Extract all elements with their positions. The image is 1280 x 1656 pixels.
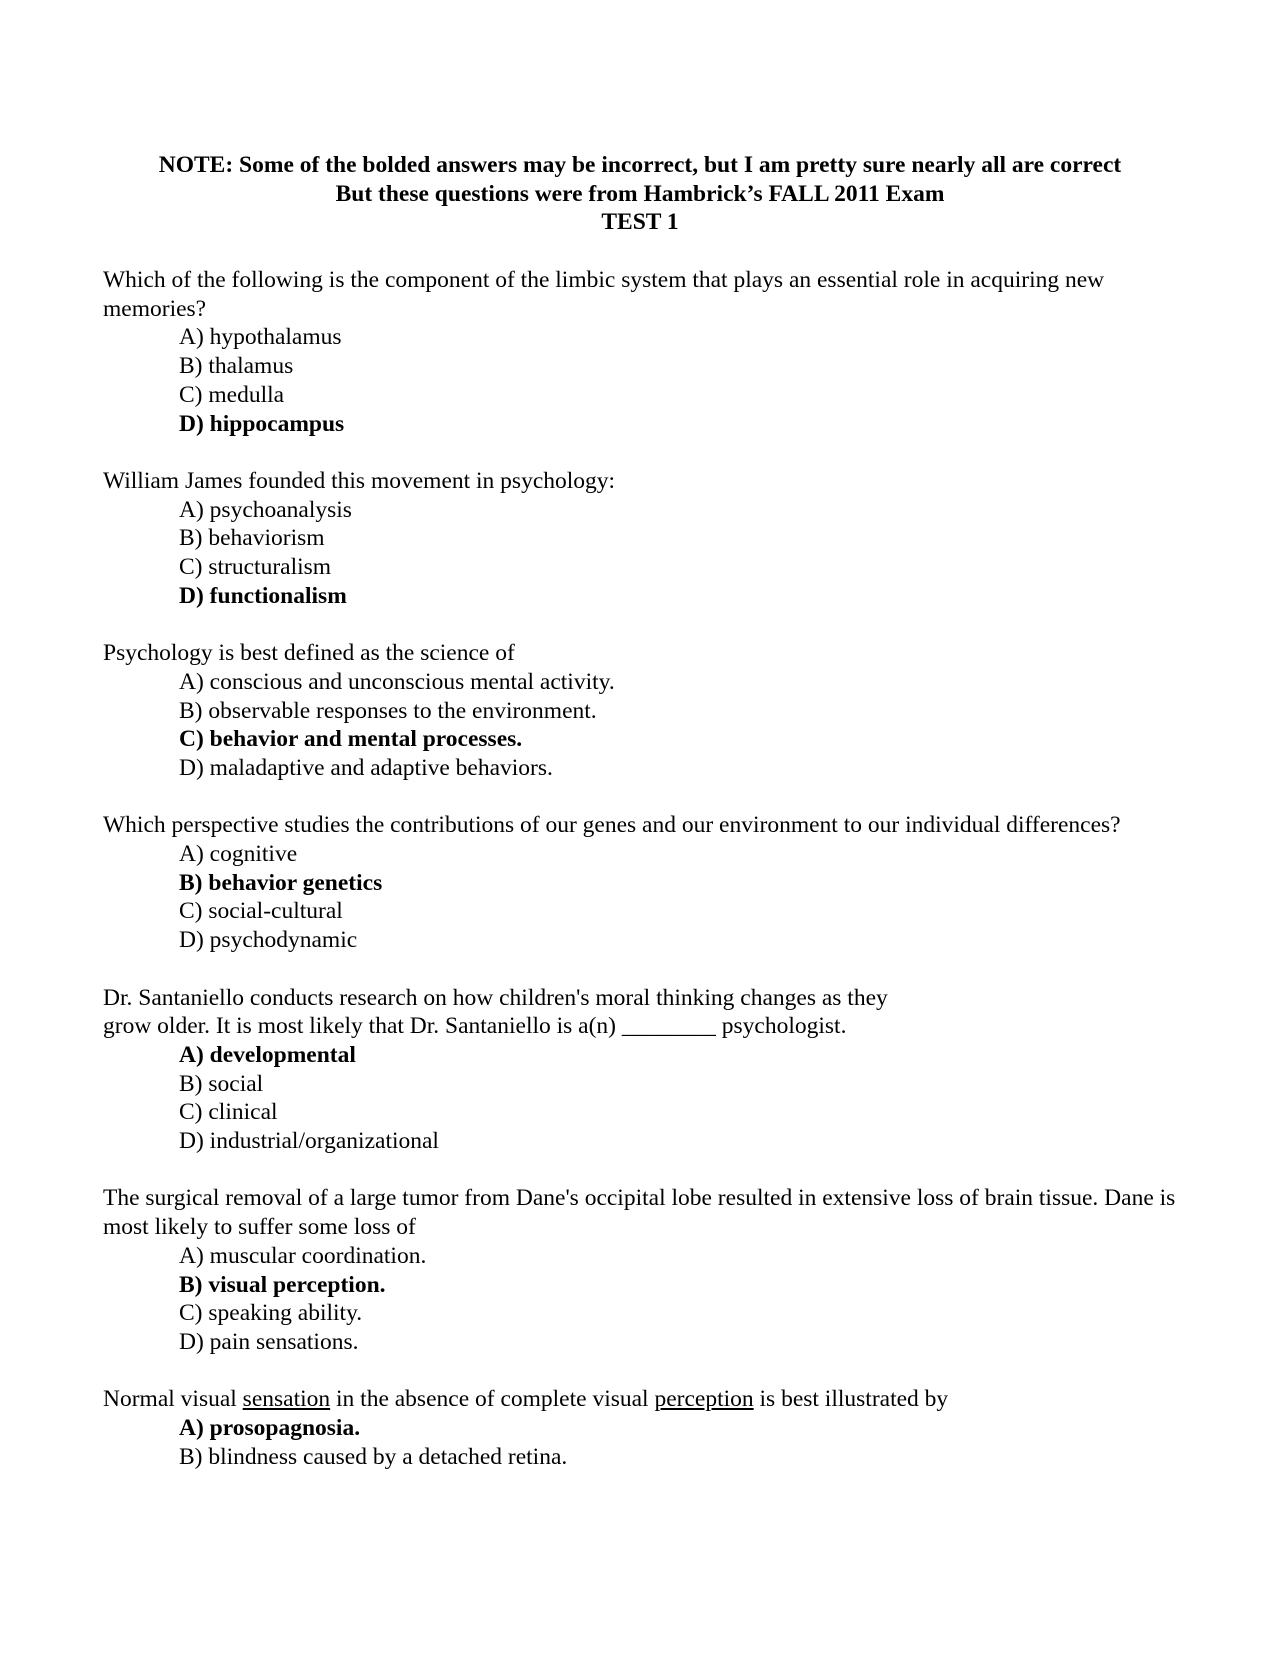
answer-option: D) psychodynamic <box>179 927 358 954</box>
question-stem <box>103 1385 1193 1414</box>
answer-option: B) thalamus <box>179 353 294 380</box>
header-exam-source: But these questions were from Hambrick’s FALL 2011 Exam <box>335 180 945 207</box>
answer-option: A) cognitive <box>179 841 298 868</box>
stem-text: is best illustrated by <box>753 1386 949 1413</box>
question-stem: Which perspective studies the contributions of our genes and our environment to our individual differences? <box>103 812 1121 839</box>
answer-option-bolded: B) visual perception. <box>179 1271 386 1298</box>
question-stem-line-1: Dr. Santaniello conducts research on how children's moral thinking changes as they <box>103 984 888 1011</box>
question-stem: The surgical removal of a large tumor from Dane's occipital lobe resulted in extensive loss of brain tissue. Dane is most likely to suffer some loss of <box>103 1185 1176 1241</box>
question-list <box>103 266 1193 1500</box>
answer-option: B) social <box>179 1070 264 1097</box>
question-3 <box>103 639 1193 783</box>
question-1 <box>103 266 1193 438</box>
answer-option-bolded: D) functionalism <box>179 582 347 609</box>
answer-option: C) social-cultural <box>179 898 343 925</box>
answer-option: D) industrial/organizational <box>179 1128 439 1155</box>
answer-option: B) observable responses to the environment. <box>179 697 597 724</box>
document-header <box>0 151 1280 237</box>
header-test-title: TEST 1 <box>601 209 679 236</box>
underlined-term-perception: perception <box>654 1386 754 1413</box>
answer-option-bolded: D) hippocampus <box>179 410 345 437</box>
answer-option: C) clinical <box>179 1099 278 1126</box>
answer-option: A) muscular coordination. <box>179 1242 427 1269</box>
answer-option-bolded: A) developmental <box>179 1041 356 1068</box>
question-stem: Psychology is best defined as the science of <box>103 640 515 667</box>
question-stem-line-2: grow older. It is most likely that Dr. Santaniello is a(n) ________ psychologist. <box>103 1013 847 1040</box>
answer-option-bolded: C) behavior and mental processes. <box>179 726 523 753</box>
answer-option: C) medulla <box>179 381 285 408</box>
answer-option: B) blindness caused by a detached retina. <box>179 1443 568 1470</box>
answer-option: A) hypothalamus <box>179 324 342 351</box>
answer-option: A) conscious and unconscious mental activity. <box>179 668 615 695</box>
answer-option-bolded: B) behavior genetics <box>179 869 383 896</box>
answer-option: A) psychoanalysis <box>179 496 352 523</box>
answer-option-bolded: A) prosopagnosia. <box>179 1415 361 1442</box>
stem-text: in the absence of complete visual <box>330 1386 655 1413</box>
stem-text: Normal visual <box>103 1386 243 1413</box>
question-2 <box>103 467 1193 611</box>
header-note: NOTE: Some of the bolded answers may be incorrect, but I am pretty sure nearly all are correct <box>158 152 1122 178</box>
question-6 <box>103 1184 1193 1356</box>
answer-option: D) maladaptive and adaptive behaviors. <box>179 754 553 781</box>
answer-option: C) structuralism <box>179 554 332 581</box>
question-5 <box>103 984 1193 1156</box>
answer-option: D) pain sensations. <box>179 1328 359 1355</box>
question-4 <box>103 811 1193 955</box>
underlined-term-sensation: sensation <box>242 1386 331 1413</box>
question-stem: William James founded this movement in psychology: <box>103 467 616 494</box>
question-7 <box>103 1385 1193 1471</box>
question-stem: Which of the following is the component of the limbic system that plays an essential role in acquiring new memories? <box>103 267 1105 322</box>
answer-option: C) speaking ability. <box>179 1300 363 1327</box>
answer-option: B) behaviorism <box>179 525 325 552</box>
